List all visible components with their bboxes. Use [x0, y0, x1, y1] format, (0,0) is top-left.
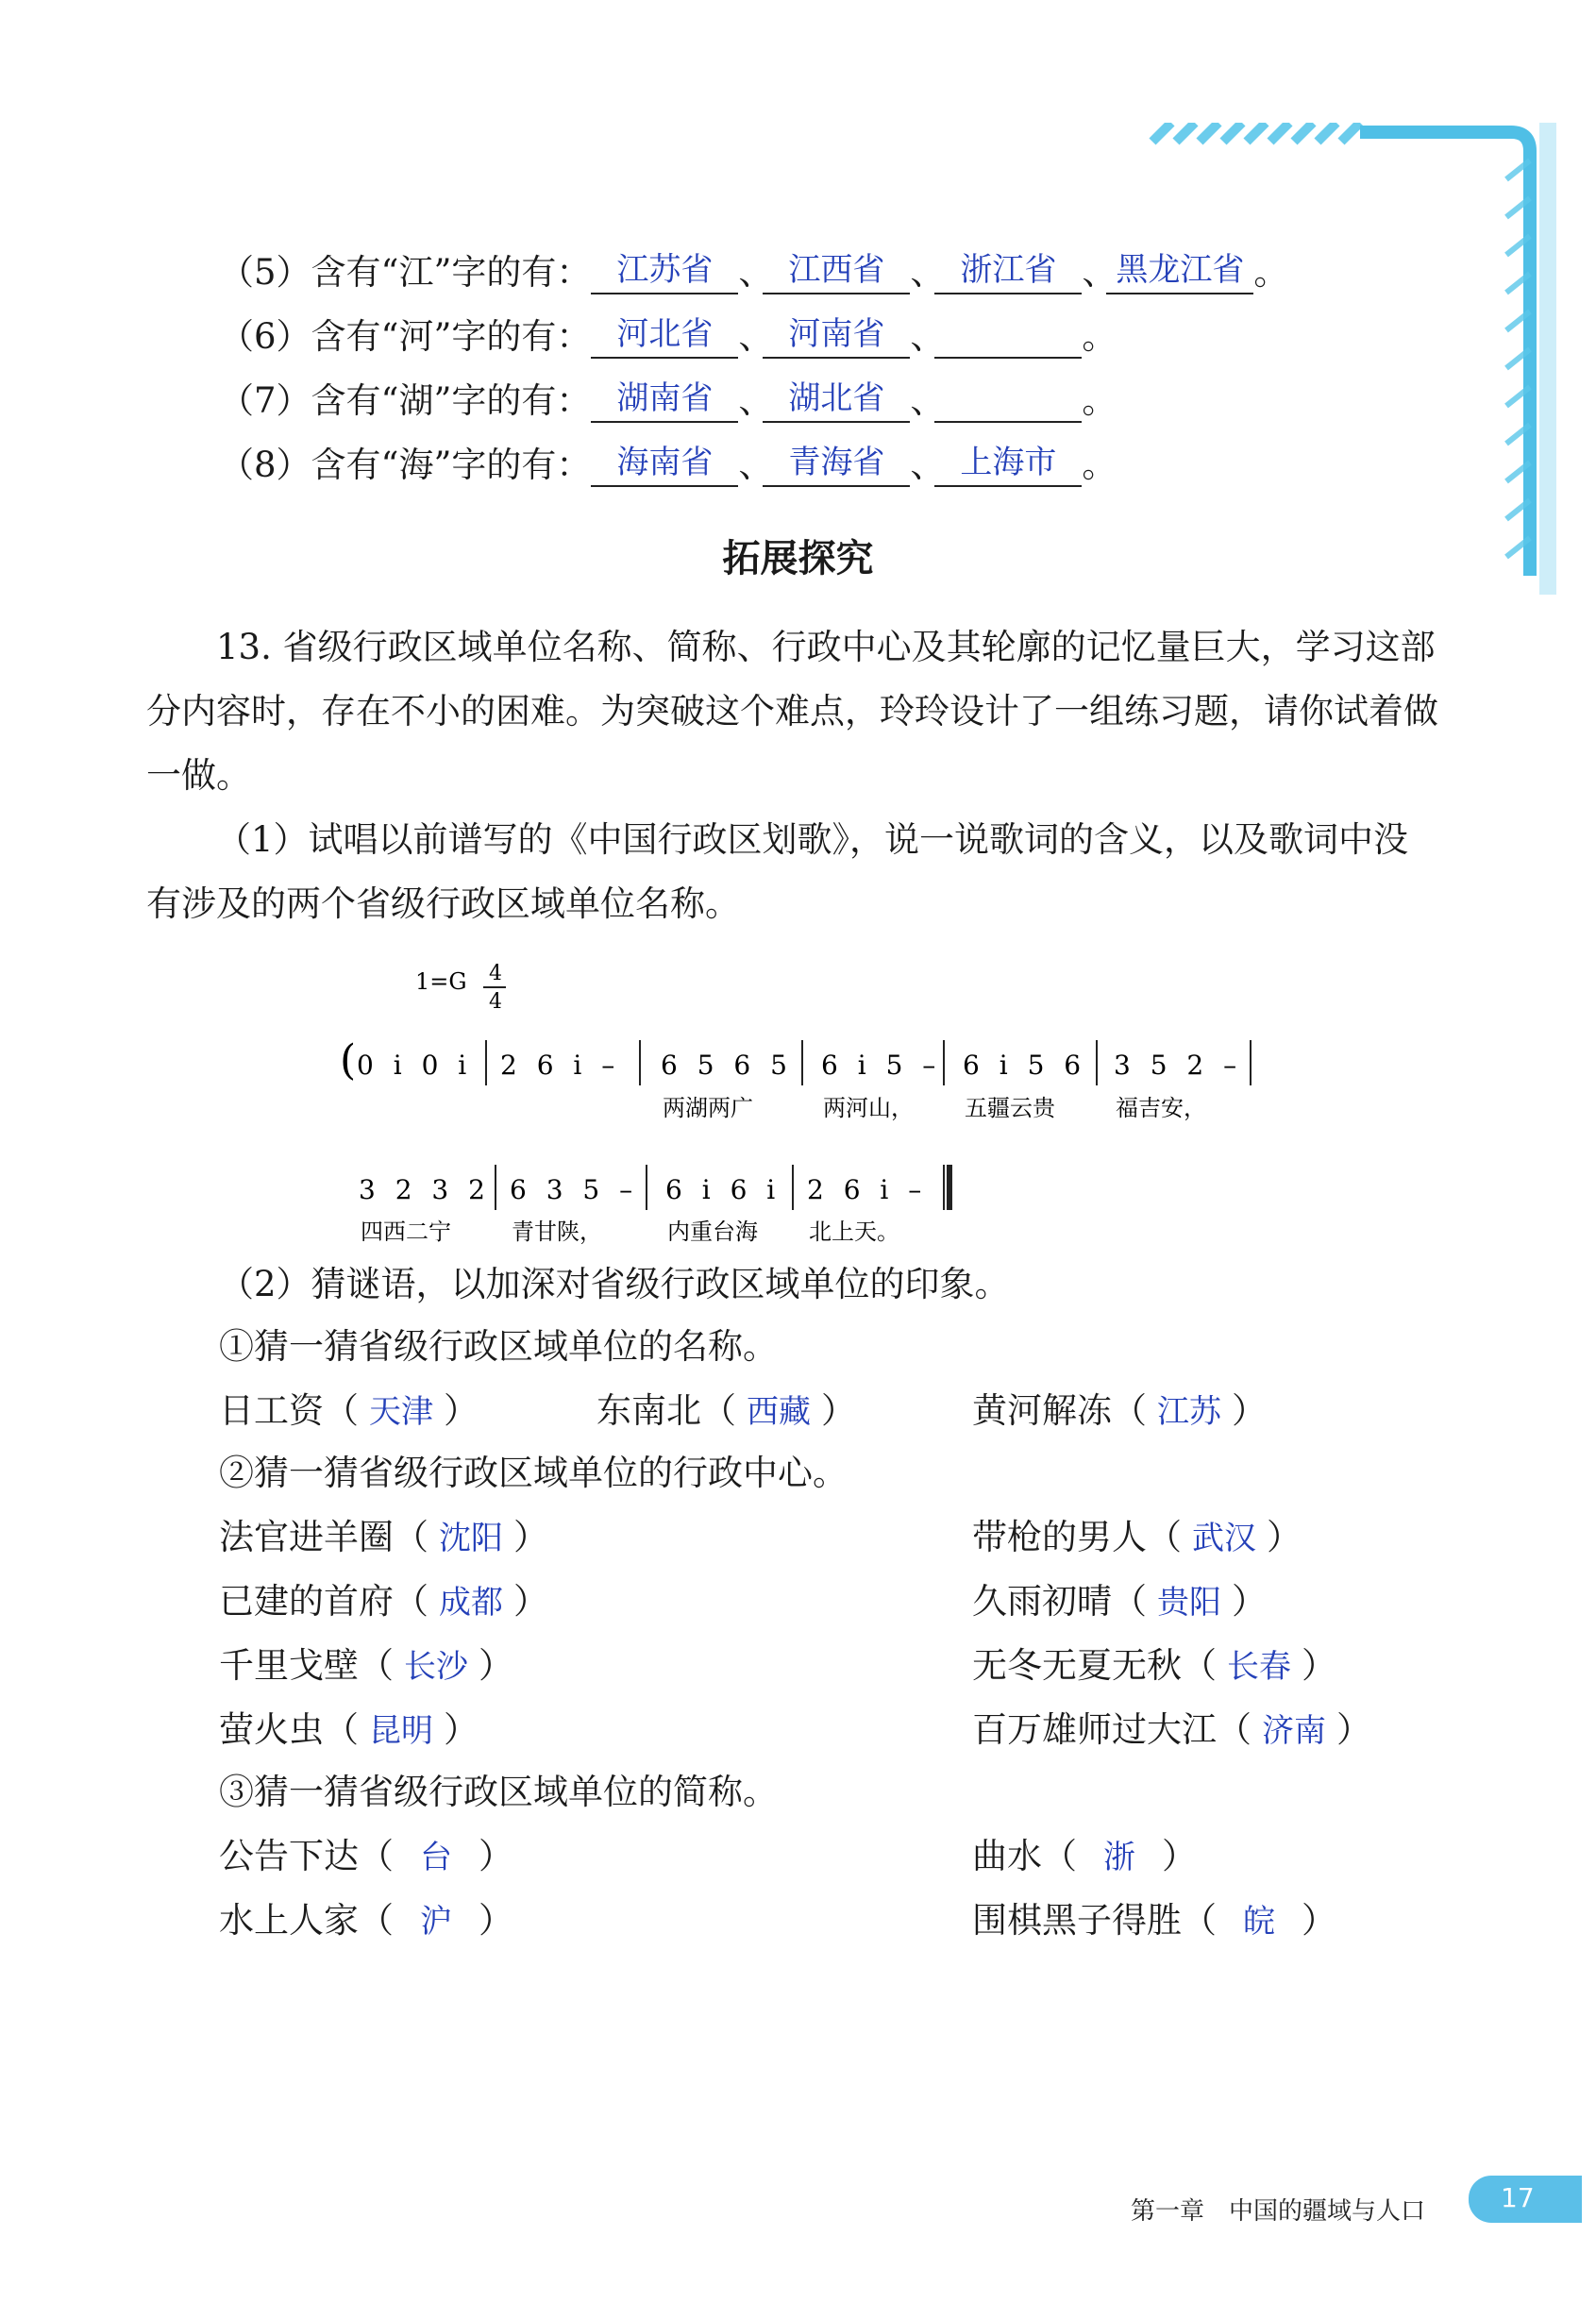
score-lyric: 两河山， — [823, 1095, 914, 1121]
chapter-footer: 第一章 中国的疆域与人口 — [1131, 2197, 1426, 2226]
close-paren: ） — [479, 1645, 513, 1686]
music-score — [340, 953, 1284, 1255]
answer-blank[interactable]: 海南省 — [591, 444, 738, 487]
separator: 、 — [910, 316, 946, 357]
question-13-intro: 13. 省级行政区域单位名称、简称、行政中心及其轮廓的记忆量巨大，学习这部分内容时，存在不小的困难。为突破这个难点，玲玲设计了一组练习题，请你试着做一做。 — [146, 627, 1438, 796]
riddle-question: 水上人家 — [219, 1900, 359, 1941]
score-lyric: 两湖两广 — [663, 1095, 753, 1121]
fill-question-prefix: （6）含有“河”字的有： — [219, 316, 592, 357]
fill-question-prefix: （7）含有“湖”字的有： — [219, 380, 592, 421]
answer-blank[interactable]: 河北省 — [591, 315, 738, 359]
sub-question-2: ②猜一猜省级行政区域单位的行政中心。 — [219, 1453, 848, 1493]
riddle-item — [219, 1382, 479, 1433]
open-paren: （ — [359, 1836, 394, 1876]
answer-blank[interactable]: 河南省 — [763, 315, 910, 359]
open-paren: （ — [1182, 1900, 1217, 1941]
riddle-item — [219, 1508, 548, 1559]
riddle-item — [972, 1891, 1336, 1942]
riddle-answer[interactable]: 台 — [420, 1839, 452, 1876]
score-lyric: 四西二宁 — [361, 1219, 451, 1245]
open-paren: （ — [359, 1900, 394, 1941]
fill-question-line — [219, 372, 1117, 423]
score-row-1 — [357, 1040, 1251, 1121]
score-lyric: 内重台海 — [667, 1219, 758, 1245]
open-paren: （ — [359, 1645, 394, 1686]
separator: 、 — [910, 252, 946, 293]
riddle-answer[interactable]: 贵阳 — [1157, 1584, 1221, 1622]
section-title: 拓展探究 — [722, 537, 874, 580]
riddle-answer[interactable]: 沪 — [420, 1903, 452, 1941]
riddle-item — [972, 1701, 1371, 1752]
open-paren: （ — [324, 1390, 359, 1431]
close-paren: ） — [1302, 1645, 1336, 1686]
open-paren: （ — [394, 1581, 428, 1622]
riddle-item — [219, 1701, 479, 1752]
riddle-question: 萤火虫 — [219, 1709, 324, 1750]
close-paren: ） — [1336, 1709, 1371, 1750]
riddle-question: 公告下达 — [219, 1836, 359, 1876]
close-paren: ） — [1302, 1900, 1336, 1941]
score-measure-notes: 6 5 6 5 — [661, 1050, 793, 1081]
sentence-end: 。 — [1253, 252, 1289, 293]
riddle-question: 无冬无夏无秋 — [972, 1645, 1182, 1686]
score-lyric: 五疆云贵 — [965, 1095, 1055, 1121]
open-paren: （ — [1217, 1709, 1252, 1750]
close-paren: ） — [1232, 1581, 1267, 1622]
riddle-item — [972, 1827, 1197, 1878]
riddle-question: 东南北 — [596, 1390, 701, 1431]
separator: 、 — [910, 380, 946, 421]
answer-blank[interactable]: 上海市 — [934, 444, 1082, 487]
riddle-item — [972, 1508, 1302, 1559]
score-measure-notes: 2 6 i – — [807, 1174, 928, 1205]
answer-blank[interactable] — [934, 379, 1082, 423]
riddle-item — [972, 1572, 1267, 1623]
score-lyric: 青甘陕， — [512, 1219, 602, 1245]
riddle-question: 百万雄师过大江 — [972, 1709, 1217, 1750]
riddle-question: 久雨初晴 — [972, 1581, 1112, 1622]
close-paren: ） — [513, 1517, 548, 1557]
close-paren: ） — [479, 1900, 513, 1941]
riddle-question: 黄河解冻 — [972, 1390, 1112, 1431]
score-time-bottom: 4 — [489, 990, 502, 1014]
score-measure-notes: 6 i 5 6 — [963, 1050, 1087, 1081]
sentence-end: 。 — [1082, 316, 1117, 357]
close-paren: ） — [1162, 1836, 1197, 1876]
answer-blank[interactable]: 湖南省 — [591, 379, 738, 423]
riddle-answer[interactable]: 长春 — [1227, 1648, 1291, 1686]
riddle-question: 曲水 — [972, 1836, 1042, 1876]
answer-blank[interactable]: 湖北省 — [763, 379, 910, 423]
open-paren: （ — [1182, 1645, 1217, 1686]
score-measure-notes: 3 5 2 – — [1114, 1050, 1243, 1081]
score-lyric: 北上天。 — [809, 1219, 899, 1245]
riddle-item — [972, 1382, 1267, 1433]
sentence-end: 。 — [1082, 445, 1117, 485]
fill-question-prefix: （8）含有“海”字的有： — [219, 445, 592, 485]
page-number: 17 — [1501, 2182, 1535, 2213]
question-13-part1: （1）试唱以前谱写的《中国行政区划歌》，说一说歌词的含义，以及歌词中没有涉及的两个省级行政区域单位名称。 — [146, 819, 1409, 924]
riddle-item — [596, 1382, 856, 1433]
open-paren: （ — [324, 1709, 359, 1750]
close-paren: ） — [821, 1390, 856, 1431]
riddle-answer[interactable]: 昆明 — [369, 1712, 433, 1750]
riddle-answer[interactable]: 长沙 — [404, 1648, 468, 1686]
separator: 、 — [738, 445, 774, 485]
separator: 、 — [1082, 252, 1117, 293]
close-paren: ） — [513, 1581, 548, 1622]
fill-question-line — [219, 244, 1288, 294]
riddle-answer[interactable]: 天津 — [369, 1393, 433, 1431]
fill-question-line — [219, 436, 1117, 487]
answer-blank[interactable]: 浙江省 — [934, 251, 1082, 294]
score-measure-notes: 2 6 i – — [500, 1050, 621, 1081]
riddle-answer[interactable]: 武汉 — [1192, 1520, 1256, 1557]
close-paren: ） — [444, 1709, 479, 1750]
open-paren: （ — [701, 1390, 736, 1431]
riddle-question: 已建的首府 — [219, 1581, 394, 1622]
answer-blank[interactable]: 江苏省 — [591, 251, 738, 294]
riddle-answer[interactable]: 沈阳 — [439, 1520, 503, 1557]
riddle-answer[interactable]: 济南 — [1262, 1712, 1326, 1750]
score-measure-notes: 3 2 3 2 — [359, 1174, 491, 1205]
close-paren: ） — [1267, 1517, 1302, 1557]
riddle-item — [219, 1891, 513, 1942]
open-paren: （ — [1112, 1390, 1147, 1431]
riddle-item — [219, 1827, 513, 1878]
fill-question-line — [219, 308, 1117, 359]
score-row-2 — [359, 1165, 949, 1245]
score-measure-notes: 0 i 0 i — [357, 1050, 473, 1081]
riddle-item — [219, 1637, 513, 1688]
separator: 、 — [910, 445, 946, 485]
answer-blank[interactable]: 黑龙江省 — [1106, 251, 1253, 294]
riddle-question: 带枪的男人 — [972, 1517, 1147, 1557]
close-paren: ） — [1232, 1390, 1267, 1431]
riddle-answer[interactable]: 皖 — [1243, 1903, 1275, 1941]
riddle-answer[interactable]: 浙 — [1103, 1839, 1135, 1876]
close-paren: ） — [444, 1390, 479, 1431]
separator: 、 — [738, 316, 774, 357]
open-paren: （ — [1147, 1517, 1182, 1557]
riddle-item — [219, 1572, 548, 1623]
answer-blank[interactable] — [934, 315, 1082, 359]
sub-question-3: ③猜一猜省级行政区域单位的简称。 — [219, 1772, 778, 1812]
score-measure-notes: 6 3 5 – — [510, 1174, 639, 1205]
riddle-answer[interactable]: 成都 — [439, 1584, 503, 1622]
sub-question-1: ①猜一猜省级行政区域单位的名称。 — [219, 1326, 778, 1367]
svg-text:(: ( — [340, 1036, 357, 1084]
open-paren: （ — [394, 1517, 428, 1557]
score-measure-notes: 6 i 6 i — [665, 1174, 781, 1205]
score-time-top: 4 — [489, 962, 502, 985]
close-paren: ） — [479, 1836, 513, 1876]
separator: 、 — [738, 252, 774, 293]
riddle-question: 法官进羊圈 — [219, 1517, 394, 1557]
riddle-answer[interactable]: 西藏 — [747, 1393, 811, 1431]
answer-blank[interactable]: 江西省 — [763, 251, 910, 294]
riddle-answer[interactable]: 江苏 — [1157, 1393, 1221, 1431]
open-paren: （ — [1042, 1836, 1077, 1876]
score-key: 1=G — [415, 968, 467, 995]
score-lyric: 福吉安， — [1116, 1095, 1206, 1121]
riddle-question: 千里戈壁 — [219, 1645, 359, 1686]
sentence-end: 。 — [1082, 380, 1117, 421]
question-13-part2: （2）猜谜语，以加深对省级行政区域单位的印象。 — [219, 1264, 1010, 1304]
riddle-question: 围棋黑子得胜 — [972, 1900, 1182, 1941]
riddle-item — [972, 1637, 1336, 1688]
answer-blank[interactable]: 青海省 — [763, 444, 910, 487]
score-measure-notes: 6 i 5 – — [821, 1050, 942, 1081]
fill-question-prefix: （5）含有“江”字的有： — [219, 252, 592, 293]
separator: 、 — [738, 380, 774, 421]
riddle-question: 日工资 — [219, 1390, 324, 1431]
open-paren: （ — [1112, 1581, 1147, 1622]
